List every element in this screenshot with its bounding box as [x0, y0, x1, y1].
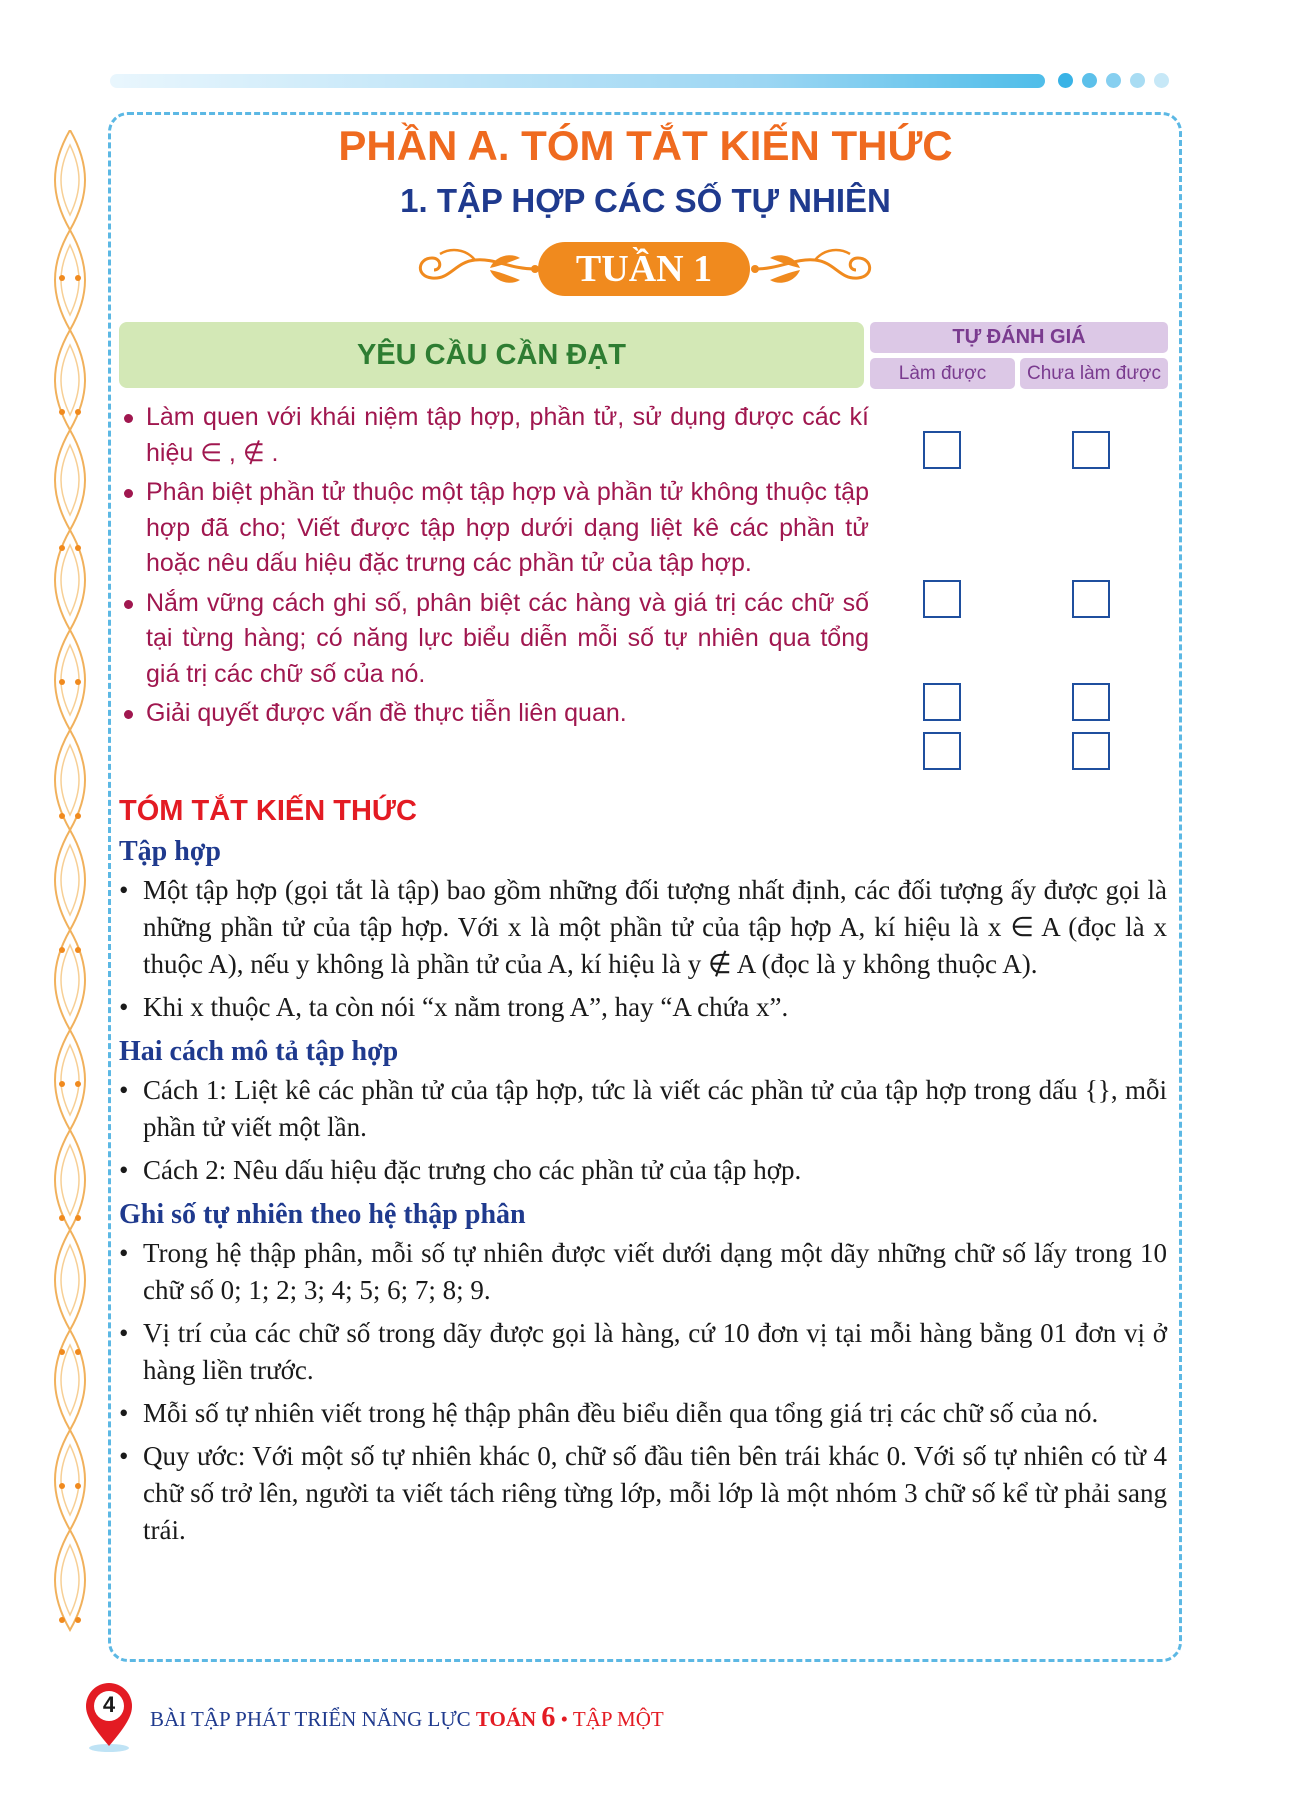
summary-item: • Cách 2: Nêu dấu hiệu đặc trưng cho các phần tử của tập hợp. [119, 1155, 802, 1185]
section-heading-decimal: Ghi số tự nhiên theo hệ thập phân [119, 1199, 526, 1230]
eval-not-done-heading: Chưa làm được [1020, 358, 1168, 389]
requirement-item: Giải quyết được vấn đề thực tiễn liên quan. [124, 696, 869, 732]
page-title: PHẦN A. TÓM TẮT KIẾN THỨC [338, 122, 953, 169]
header-dot [1154, 73, 1169, 88]
summary-item: • Khi x thuộc A, ta còn nói “x nằm trong A”, hay “A chứa x”. [119, 992, 789, 1022]
done-checkbox[interactable] [923, 732, 961, 770]
header-dot [1058, 73, 1073, 88]
summary-item: • Quy ước: Với một số tự nhiên khác 0, chữ số đầu tiên bên trái khác 0. Với số tự nhiên có từ 4 chữ số trở lên, người ta viết tách riêng từng lớp, mỗi lớp là một nhóm 3 chữ số kể từ phải sang trái. [119, 1441, 1167, 1545]
page-number: 4 [102, 1692, 116, 1717]
summary-item: • Trong hệ thập phân, mỗi số tự nhiên được viết dưới dạng một dãy những chữ số lấy trong 10 chữ số 0; 1; 2; 3; 4; 5; 6; 7; 8; 9. [119, 1238, 1167, 1305]
not-done-checkbox[interactable] [1072, 683, 1110, 721]
requirements-list [124, 400, 869, 736]
left-ornament [40, 130, 100, 1690]
header-dot [1082, 73, 1097, 88]
requirements-heading: YÊU CẦU CẦN ĐẠT [119, 322, 864, 388]
done-checkbox[interactable] [923, 683, 961, 721]
summary-item: • Một tập hợp (gọi tắt là tập) bao gồm những đối tượng nhất định, các đối tượng ấy được gọi là những phần tử của tập hợp. Với x là một phần tử của tập hợp A, kí hiệu là x ∈ A (đọc là x thuộc A), nếu y không là phần tử của A, kí hiệu là y ∉ A (đọc là y không thuộc A). [119, 875, 1167, 979]
summary-body [119, 832, 1167, 1555]
not-done-checkbox[interactable] [1072, 732, 1110, 770]
section-heading-describe: Hai cách mô tả tập hợp [119, 1036, 399, 1067]
header-dot [1130, 73, 1145, 88]
self-evaluation-heading: TỰ ĐÁNH GIÁ [870, 322, 1168, 353]
requirement-item: Phân biệt phần tử thuộc một tập hợp và phần tử không thuộc tập hợp đã cho; Viết được tập hợp dưới dạng liệt kê các phần tử hoặc nêu dấu hiệu đặc trưng các phần tử của tập hợp. [124, 475, 869, 582]
eval-done-heading: Làm được [870, 358, 1015, 389]
summary-item: • Vị trí của các chữ số trong dãy được gọi là hàng, cứ 10 đơn vị tại mỗi hàng bằng 01 đơn vị ở hàng liền trước. [119, 1318, 1167, 1385]
not-done-checkbox[interactable] [1072, 431, 1110, 469]
not-done-checkbox[interactable] [1072, 580, 1110, 618]
requirement-item: Nắm vững cách ghi số, phân biệt các hàng và giá trị các chữ số tại từng hàng; có năng lực biểu diễn mỗi số tự nhiên qua tổng giá trị các chữ số của nó. [124, 586, 869, 693]
footer-book-title: BÀI TẬP PHÁT TRIỂN NĂNG LỰC TOÁN 6 • TẬP MỘT [150, 1702, 664, 1733]
page-number-pin [82, 1682, 136, 1754]
section-heading-sets: Tập hợp [119, 836, 221, 867]
week-banner [370, 238, 920, 298]
done-checkbox[interactable] [923, 580, 961, 618]
summary-item: • Mỗi số tự nhiên viết trong hệ thập phân đều biểu diễn qua tổng giá trị các chữ số của nó. [119, 1398, 1099, 1428]
left-flourish-icon [370, 238, 540, 298]
summary-item: • Cách 1: Liệt kê các phần tử của tập hợp, tức là viết các phần tử của tập hợp trong dấu {}, mỗi phần tử viết một lần. [119, 1075, 1167, 1142]
section-subtitle: 1. TẬP HỢP CÁC SỐ TỰ NHIÊN [400, 182, 891, 219]
right-flourish-icon [750, 238, 920, 298]
done-checkbox[interactable] [923, 431, 961, 469]
top-progress-bar [110, 74, 1045, 88]
requirement-item: Làm quen với khái niệm tập hợp, phần tử, sử dụng được các kí hiệu ∈ , ∉ . [124, 400, 869, 471]
week-label: TUẦN 1 [538, 242, 750, 296]
header-dot [1106, 73, 1121, 88]
summary-title: TÓM TẮT KIẾN THỨC [119, 795, 417, 827]
